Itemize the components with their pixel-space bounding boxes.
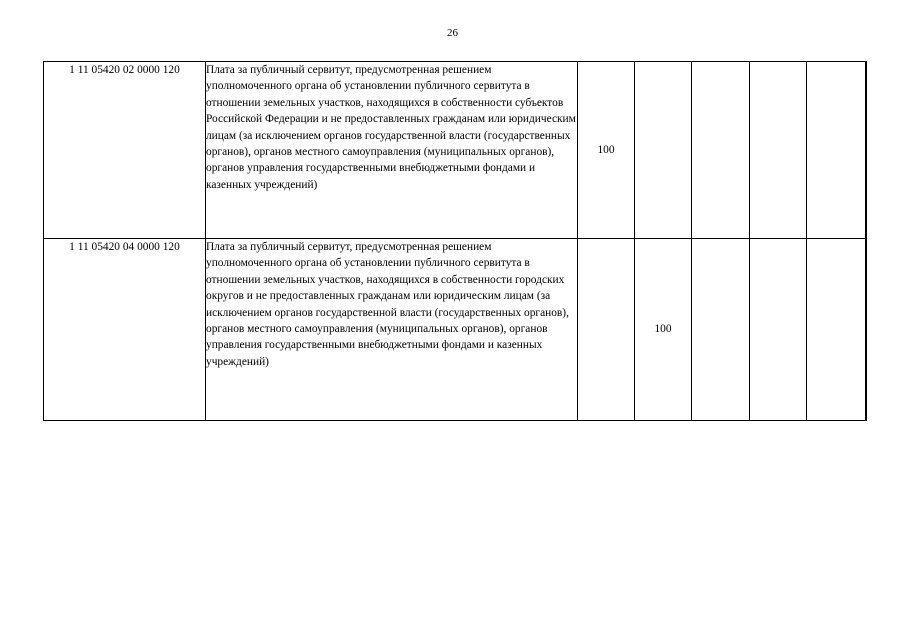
table-row bbox=[44, 239, 867, 421]
revenue-code: 1 11 05420 04 0000 120 bbox=[44, 239, 206, 421]
value-cell bbox=[807, 239, 866, 421]
value-cell: 100 bbox=[578, 62, 635, 239]
revenue-description: Плата за публичный сервитут, предусмотренная решением уполномоченного органа об установлении публичного сервитута в отношении земельных участков, находящихся в собственности субъектов Российской Федерации и не предоставленных гражданам или юридическим лицам (за исключением органов государственной власти (государственных органов), органов местного самоуправления (муниципальных органов), органов управления государственными внебюджетными фондами и казенных учреждений) bbox=[206, 62, 578, 239]
value-cell bbox=[750, 239, 807, 421]
value-cell bbox=[635, 62, 692, 239]
table-row bbox=[44, 62, 867, 239]
revenue-table bbox=[43, 61, 867, 421]
value-cell bbox=[692, 239, 750, 421]
value-cell bbox=[866, 62, 867, 239]
value-cell bbox=[692, 62, 750, 239]
value-cell bbox=[807, 62, 866, 239]
revenue-code: 1 11 05420 02 0000 120 bbox=[44, 62, 206, 239]
value-cell bbox=[578, 239, 635, 421]
value-cell bbox=[866, 239, 867, 421]
revenue-description: Плата за публичный сервитут, предусмотренная решением уполномоченного органа об установлении публичного сервитута в отношении земельных участков, находящихся в собственности городских округов и не предоставленных гражданам или юридическим лицам (за исключением органов государственной власти (государственных органов), органов местного самоуправления (муниципальных органов), органов управления государственными внебюджетными фондами и казенных учреждений) bbox=[206, 239, 578, 421]
value-cell bbox=[750, 62, 807, 239]
page-number: 26 bbox=[447, 27, 458, 39]
value-cell: 100 bbox=[635, 239, 692, 421]
